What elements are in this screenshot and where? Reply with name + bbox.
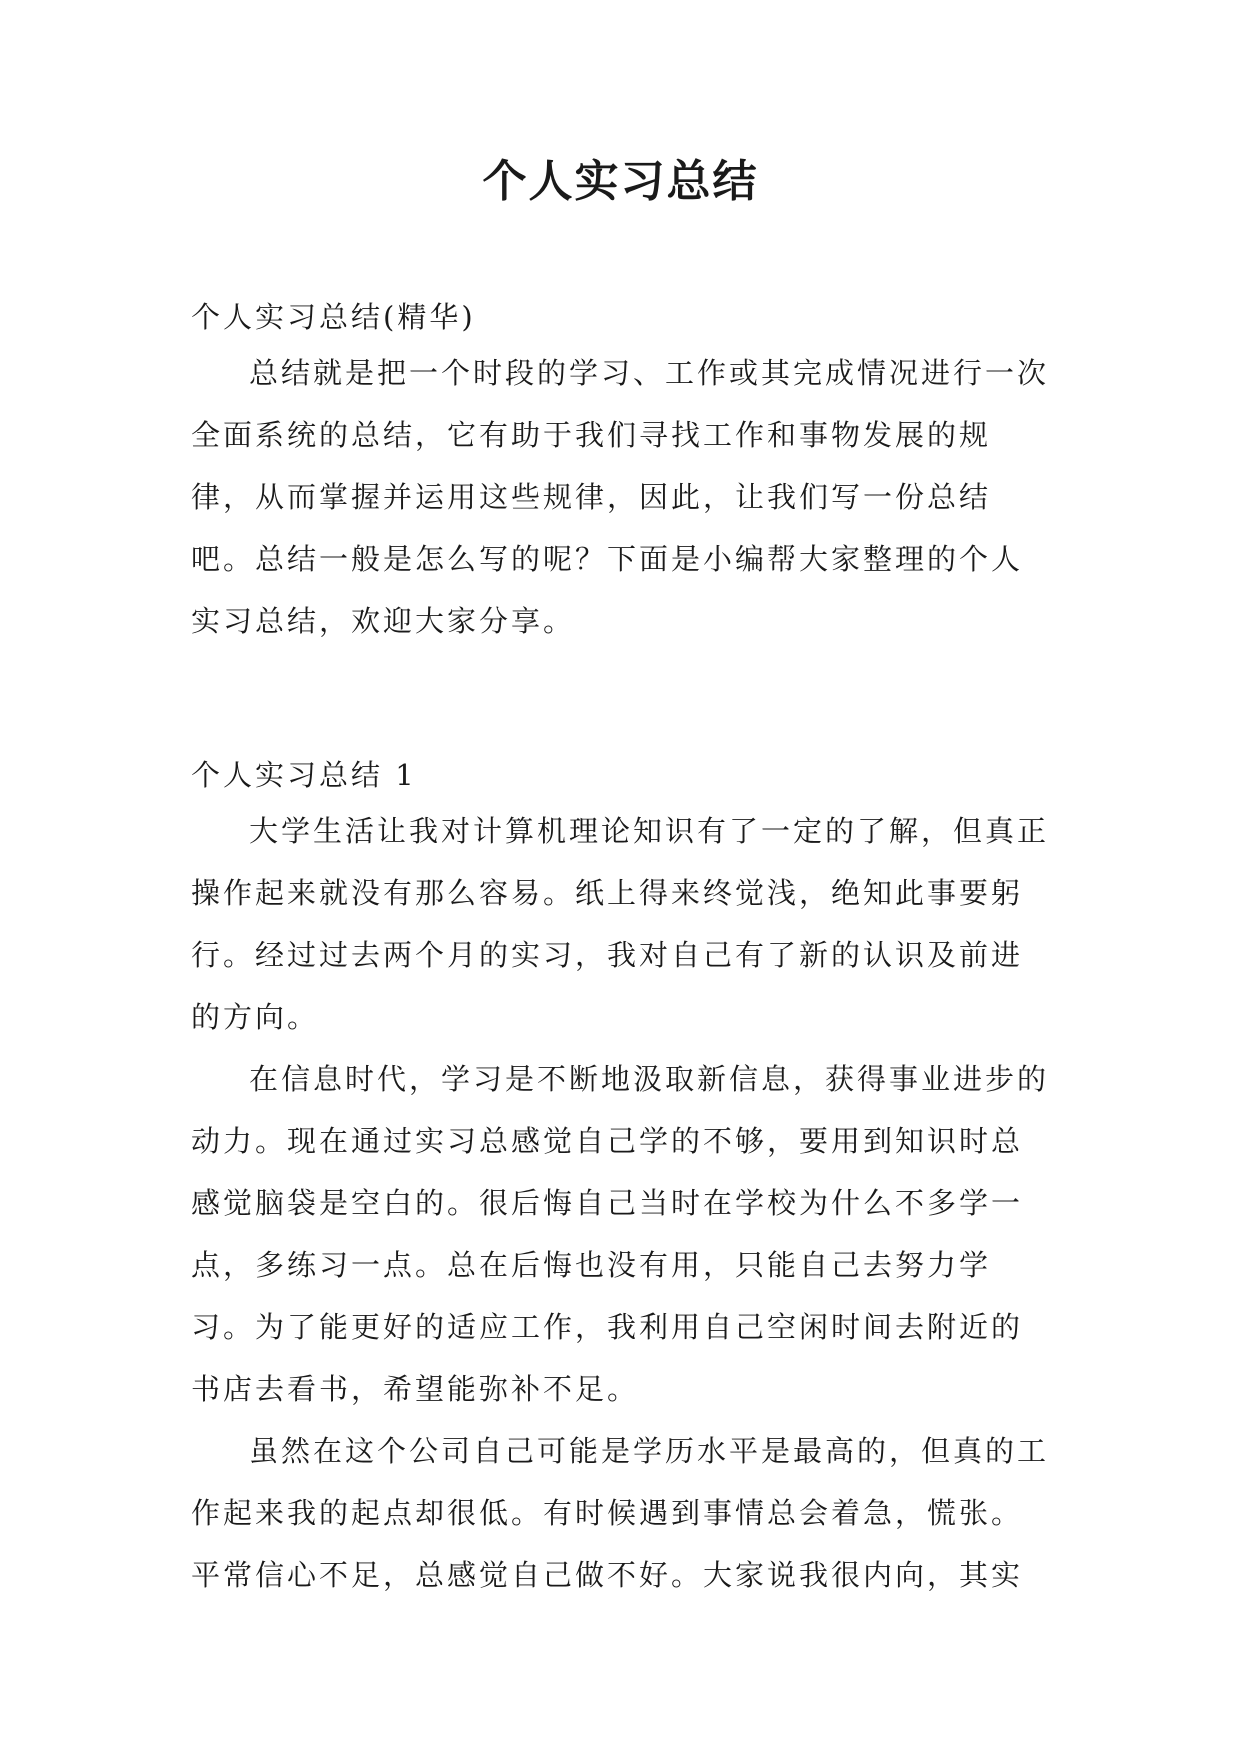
- section-body: [191, 800, 1051, 1606]
- body-paragraph: 虽然在这个公司自己可能是学历水平是最高的，但真的工作起来我的起点却很低。有时候遇到事情总会着急，慌张。平常信心不足，总感觉自己做不好。大家说我很内向，其实: [191, 1434, 1050, 1592]
- section-heading: 个人实习总结 1: [191, 758, 417, 792]
- intro-paragraph: 总结就是把一个时段的学习、工作或其完成情况进行一次全面系统的总结，它有助于我们寻找工作和事物发展的规律，从而掌握并运用这些规律，因此，让我们写一份总结吧。总结一般是怎么写的呢？下面是小编帮大家整理的个人实习总结，欢迎大家分享。: [191, 356, 1050, 638]
- intro-heading: 个人实习总结(精华): [191, 300, 476, 334]
- document-title: 个人实习总结: [482, 156, 759, 207]
- body-paragraph: 在信息时代，学习是不断地汲取新信息，获得事业进步的动力。现在通过实习总感觉自己学的不够，要用到知识时总感觉脑袋是空白的。很后悔自己当时在学校为什么不多学一点，多练习一点。总在后悔也没有用，只能自己去努力学习。为了能更好的适应工作，我利用自己空闲时间去附近的书店去看书，希望能弥补不足。: [191, 1062, 1050, 1406]
- body-paragraph: 大学生活让我对计算机理论知识有了一定的了解，但真正操作起来就没有那么容易。纸上得来终觉浅，绝知此事要躬行。经过过去两个月的实习，我对自己有了新的认识及前进的方向。: [191, 814, 1050, 1034]
